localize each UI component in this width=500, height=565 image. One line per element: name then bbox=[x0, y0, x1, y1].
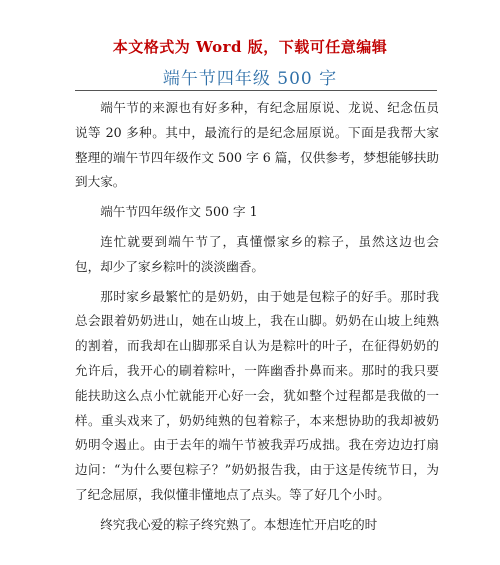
body-paragraph: 那时家乡最繁忙的是奶奶，由于她是包粽子的好手。那时我总会跟着奶奶进山，她在山坡上，我在山脚。奶奶在山坡上纯熟的割着，而我却在山脚那采自认为是粽叶的叶子，在征得奶奶的允许后，我开心的刷着粽叶，一阵幽香扑鼻而来。那时的我只要能扶助这么点小忙就能开心好一会，犹如整个过程都是我做的一样。重头戏来了，奶奶纯熟的包着粽子，本来想协助的我却被奶奶明令遏止。由于去年的端午节被我弄巧成拙。我在旁边边打扇边问：“为什么要包粽子？”奶奶报告我，由于这是传统节日，为了纪念屈原，我似懂非懂地点了点头。等了好几个小时。 bbox=[75, 288, 439, 502]
intro-paragraph: 端午节的来源也有好多种，有纪念屈原说、龙说、纪念伍员说等 20 多种。其中，最流行的是纪念屈原说。下面是我帮大家整理的端午节四年级作文 500 字 6 篇，仅供参考，梦想能够扶助到大家。 bbox=[75, 100, 439, 190]
document-title: 端午节四年级 500 字 bbox=[162, 69, 338, 89]
essay-heading: 端午节四年级作文 500 字 1 bbox=[100, 204, 258, 220]
body-paragraph: 终究我心爱的粽子终究熟了。本想连忙开启吃的时 bbox=[100, 516, 378, 532]
title-divider bbox=[75, 90, 437, 91]
document-body bbox=[75, 96, 439, 543]
format-banner: 本文格式为 Word 版，下载可任意编辑 bbox=[112, 38, 388, 56]
body-paragraph: 连忙就要到端午节了，真懂憬家乡的粽子，虽然这边也会包，却少了家乡粽叶的淡淡幽香。 bbox=[75, 233, 439, 274]
